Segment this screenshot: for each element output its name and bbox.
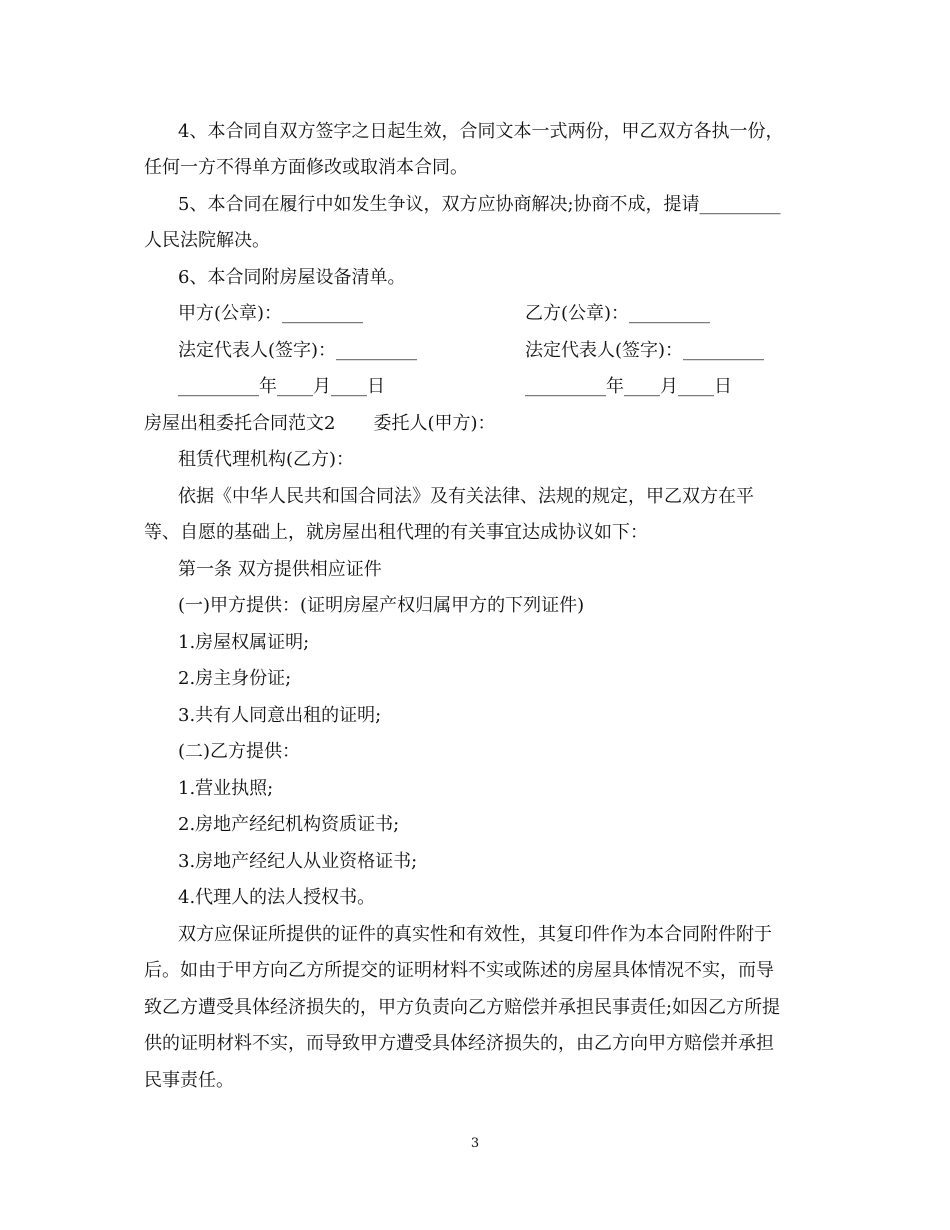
client-label: 委托人(甲方)： — [373, 413, 496, 434]
clause-6: 6、本合同附房屋设备清单。 — [178, 267, 406, 288]
party-a-date: _________年____月____日 — [178, 376, 385, 397]
section-heading — [144, 412, 496, 436]
closing-line-1: 双方应保证所提供的证件的真实性和有效性，其复印件作为本合同附件附于 — [178, 924, 772, 945]
closing-line-3: 致乙方遭受具体经济损失的，甲方负责向乙方赔偿并承担民事责任;如因乙方所提 — [144, 997, 781, 1018]
agent-label: 租赁代理机构(乙方)： — [178, 449, 355, 470]
list-item: 1.房屋权属证明; — [178, 632, 310, 653]
closing-line-4: 供的证明材料不实，而导致甲方遭受具体经济损失的，由乙方向甲方赔偿并承担 — [144, 1033, 774, 1054]
party-b-representative: 法定代表人(签字)：_________ — [525, 340, 765, 361]
list-item: 2.房地产经纪机构资质证书; — [178, 814, 400, 835]
clause-5-line-1: 5、本合同在履行中如发生争议，双方应协商解决;协商不成，提请_________ — [178, 194, 781, 215]
intro-line-1: 依据《中华人民共和国合同法》及有关法律、法规的规定，甲乙双方在平 — [178, 486, 754, 507]
party-a-provide: (一)甲方提供：(证明房屋产权归属甲方的下列证件) — [178, 595, 585, 616]
clause-5-line-2: 人民法院解决。 — [144, 230, 270, 251]
closing-line-5: 民事责任。 — [144, 1070, 234, 1091]
closing-line-2: 后。如由于甲方向乙方所提交的证明材料不实或陈述的房屋具体情况不实，而导 — [144, 960, 774, 981]
list-item: 1.营业执照; — [178, 778, 274, 799]
list-item: 3.房地产经纪人从业资格证书; — [178, 851, 418, 872]
party-b-provide: (二)乙方提供： — [178, 741, 301, 762]
party-b-seal: 乙方(公章)：_________ — [525, 303, 711, 324]
clause-4-line-2: 任何一方不得单方面修改或取消本合同。 — [144, 157, 468, 178]
page-number: 3 — [470, 1136, 480, 1151]
party-b-date: _________年____月____日 — [525, 376, 732, 397]
list-item: 2.房主身份证; — [178, 668, 292, 689]
section-title: 房屋出租委托合同范文2 — [144, 413, 336, 434]
list-item: 4.代理人的法人授权书。 — [178, 887, 376, 908]
intro-line-2: 等、自愿的基础上，就房屋出租代理的有关事宜达成协议如下： — [144, 522, 648, 543]
party-a-seal: 甲方(公章)：_________ — [178, 303, 364, 324]
clause-4-line-1: 4、本合同自双方签字之日起生效，合同文本一式两份，甲乙双方各执一份， — [178, 121, 784, 142]
list-item: 3.共有人同意出租的证明; — [178, 705, 382, 726]
party-a-representative: 法定代表人(签字)：_________ — [178, 340, 418, 361]
article-1-title: 第一条 双方提供相应证件 — [178, 559, 382, 580]
